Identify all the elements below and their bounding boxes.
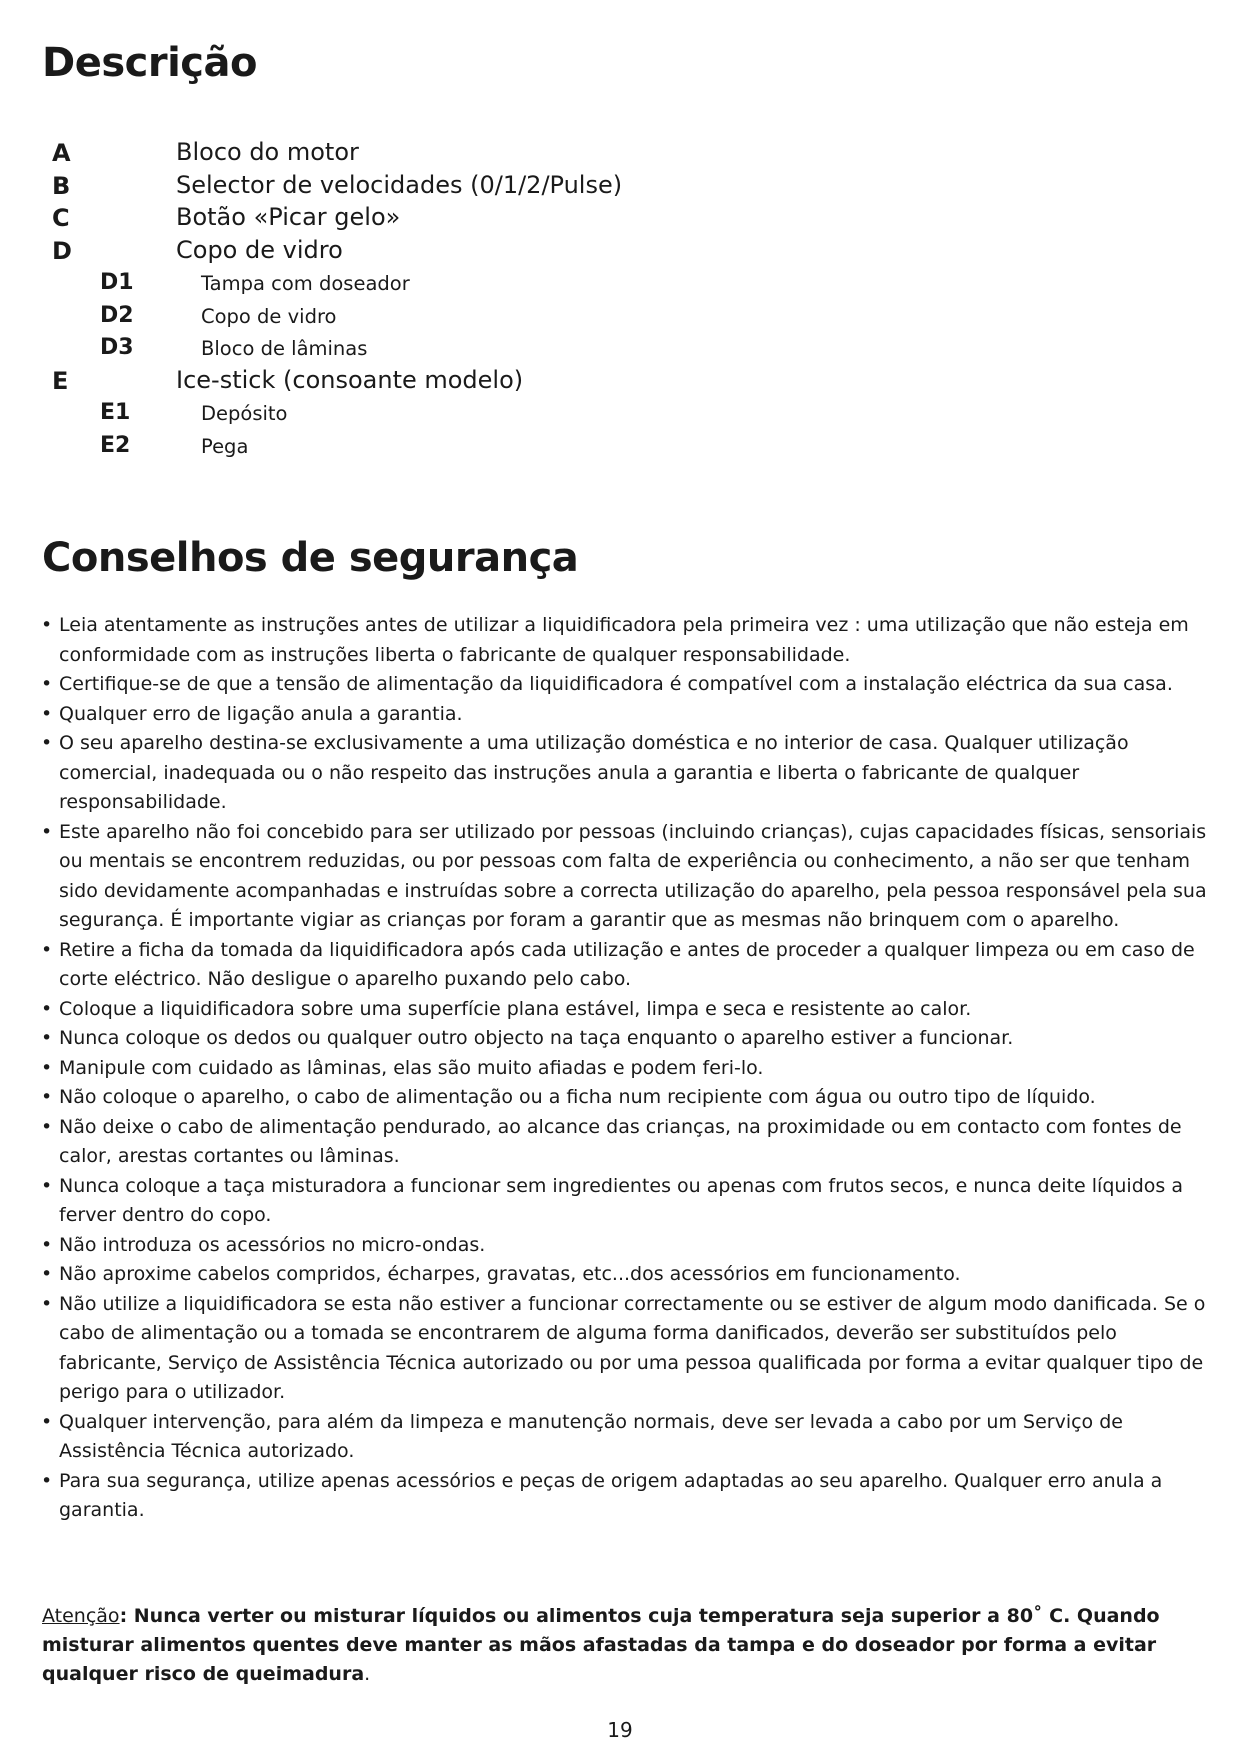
- subitem-label: Depósito: [201, 402, 288, 425]
- description-subitem: [0, 429, 1240, 462]
- safety-item: • Para sua segurança, utilize apenas acessórios e peças de origem adaptadas ao seu aparelho. Qualquer erro anula a garantia.: [40, 1467, 1210, 1526]
- warning-colon: :: [119, 1605, 134, 1627]
- description-item: [0, 136, 1240, 169]
- safety-item: • Qualquer erro de ligação anula a garantia.: [40, 700, 1210, 730]
- page-number: 19: [607, 1718, 633, 1742]
- warning-lead: Atenção: [42, 1605, 120, 1627]
- item-code: D: [52, 236, 72, 265]
- safety-item: • Não introduza os acessórios no micro-ondas.: [40, 1231, 1210, 1261]
- description-list: [0, 136, 1240, 461]
- description-item: [0, 169, 1240, 202]
- item-code: C: [52, 204, 70, 232]
- description-item: [0, 201, 1240, 234]
- description-subitem: [0, 299, 1240, 332]
- subitem-code: E1: [100, 400, 131, 425]
- subitem-code: E2: [100, 432, 131, 458]
- subitem-code: D1: [100, 270, 134, 295]
- description-item: [0, 234, 1240, 267]
- item-code: E: [52, 366, 69, 395]
- subitem-code: D3: [100, 335, 134, 360]
- safety-title: Conselhos de segurança: [42, 535, 579, 581]
- safety-list: [40, 611, 1210, 1526]
- safety-item: • Qualquer intervenção, para além da limpeza e manutenção normais, deve ser levada a cabo por um Serviço de Assistência Técnica autorizado.: [40, 1408, 1210, 1467]
- description-subitem: [0, 266, 1240, 299]
- warning-tail: .: [364, 1663, 371, 1685]
- subitem-label: Copo de vidro: [201, 304, 337, 328]
- item-label: Selector de velocidades (0/1/2/Pulse): [176, 170, 623, 199]
- description-item: [0, 364, 1240, 397]
- subitem-label: Pega: [201, 434, 249, 458]
- warning-text: Nunca verter ou misturar líquidos ou alimentos cuja temperatura seja superior a 80˚ C. Quando misturar alimentos quentes deve manter as mãos afastadas da tampa e do doseador por forma a evitar qualquer risco de queimadura: [42, 1605, 1160, 1685]
- subitem-label: Tampa com doseador: [201, 272, 410, 295]
- item-label: Copo de vidro: [176, 235, 343, 264]
- item-code: A: [52, 139, 71, 167]
- safety-item: • Não coloque o aparelho, o cabo de alimentação ou a ficha num recipiente com água ou outro tipo de líquido.: [40, 1083, 1210, 1113]
- subitem-label: Bloco de lâminas: [201, 337, 368, 360]
- safety-item: • Retire a ficha da tomada da liquidificadora após cada utilização e antes de proceder a qualquer limpeza ou em caso de corte eléctrico. Não desligue o aparelho puxando pelo cabo.: [40, 936, 1210, 995]
- description-subitem: [0, 396, 1240, 429]
- safety-item: • O seu aparelho destina-se exclusivamente a uma utilização doméstica e no interior de casa. Qualquer utilização comercial, inadequada ou o não respeito das instruções anula a garantia e liberta o fabricante de qualquer responsabilidade.: [40, 729, 1210, 818]
- safety-item: • Certifique-se de que a tensão de alimentação da liquidificadora é compatível com a instalação eléctrica da sua casa.: [40, 670, 1210, 700]
- safety-item: • Não utilize a liquidificadora se esta não estiver a funcionar correctamente ou se estiver de algum modo danificada. Se o cabo de alimentação ou a tomada se encontrarem de alguma forma danificados, deverão ser substituídos pelo fabricante, Serviço de Assistência Técnica autorizado ou por uma pessoa qualificada por forma a evitar qualquer tipo de perigo para o utilizador.: [40, 1290, 1210, 1408]
- description-subitem: [0, 331, 1240, 364]
- safety-item: • Leia atentamente as instruções antes de utilizar a liquidificadora pela primeira vez : uma utilização que não esteja em conformidade com as instruções liberta o fabricante de qualquer responsabilidade.: [40, 611, 1210, 670]
- description-title: Descrição: [42, 40, 257, 86]
- warning-note: [42, 1602, 1192, 1689]
- safety-item: • Nunca coloque os dedos ou qualquer outro objecto na taça enquanto o aparelho estiver a funcionar.: [40, 1024, 1210, 1054]
- item-label: Bloco do motor: [176, 138, 359, 166]
- item-code: B: [52, 171, 71, 200]
- safety-item: • Este aparelho não foi concebido para ser utilizado por pessoas (incluindo crianças), cujas capacidades físicas, sensoriais ou mentais se encontrem reduzidas, ou por pessoas com falta de experiência ou conhecimento, a não ser que tenham sido devidamente acompanhadas e instruídas sobre a correcta utilização do aparelho, pela pessoa responsável pela sua segurança. É importante vigiar as crianças por foram a garantir que as mesmas não brinquem com o aparelho.: [40, 818, 1210, 936]
- safety-item: • Coloque a liquidificadora sobre uma superfície plana estável, limpa e seca e resistente ao calor.: [40, 995, 1210, 1025]
- safety-item: • Não deixe o cabo de alimentação pendurado, ao alcance das crianças, na proximidade ou em contacto com fontes de calor, arestas cortantes ou lâminas.: [40, 1113, 1210, 1172]
- item-label: Ice-stick (consoante modelo): [176, 365, 524, 394]
- safety-item: • Nunca coloque a taça misturadora a funcionar sem ingredientes ou apenas com frutos secos, e nunca deite líquidos a ferver dentro do copo.: [40, 1172, 1210, 1231]
- subitem-code: D2: [100, 302, 134, 328]
- safety-item: • Não aproxime cabelos compridos, écharpes, gravatas, etc...dos acessórios em funcionamento.: [40, 1260, 1210, 1290]
- item-label: Botão «Picar gelo»: [176, 203, 401, 231]
- safety-item: • Manipule com cuidado as lâminas, elas são muito afiadas e podem feri-lo.: [40, 1054, 1210, 1084]
